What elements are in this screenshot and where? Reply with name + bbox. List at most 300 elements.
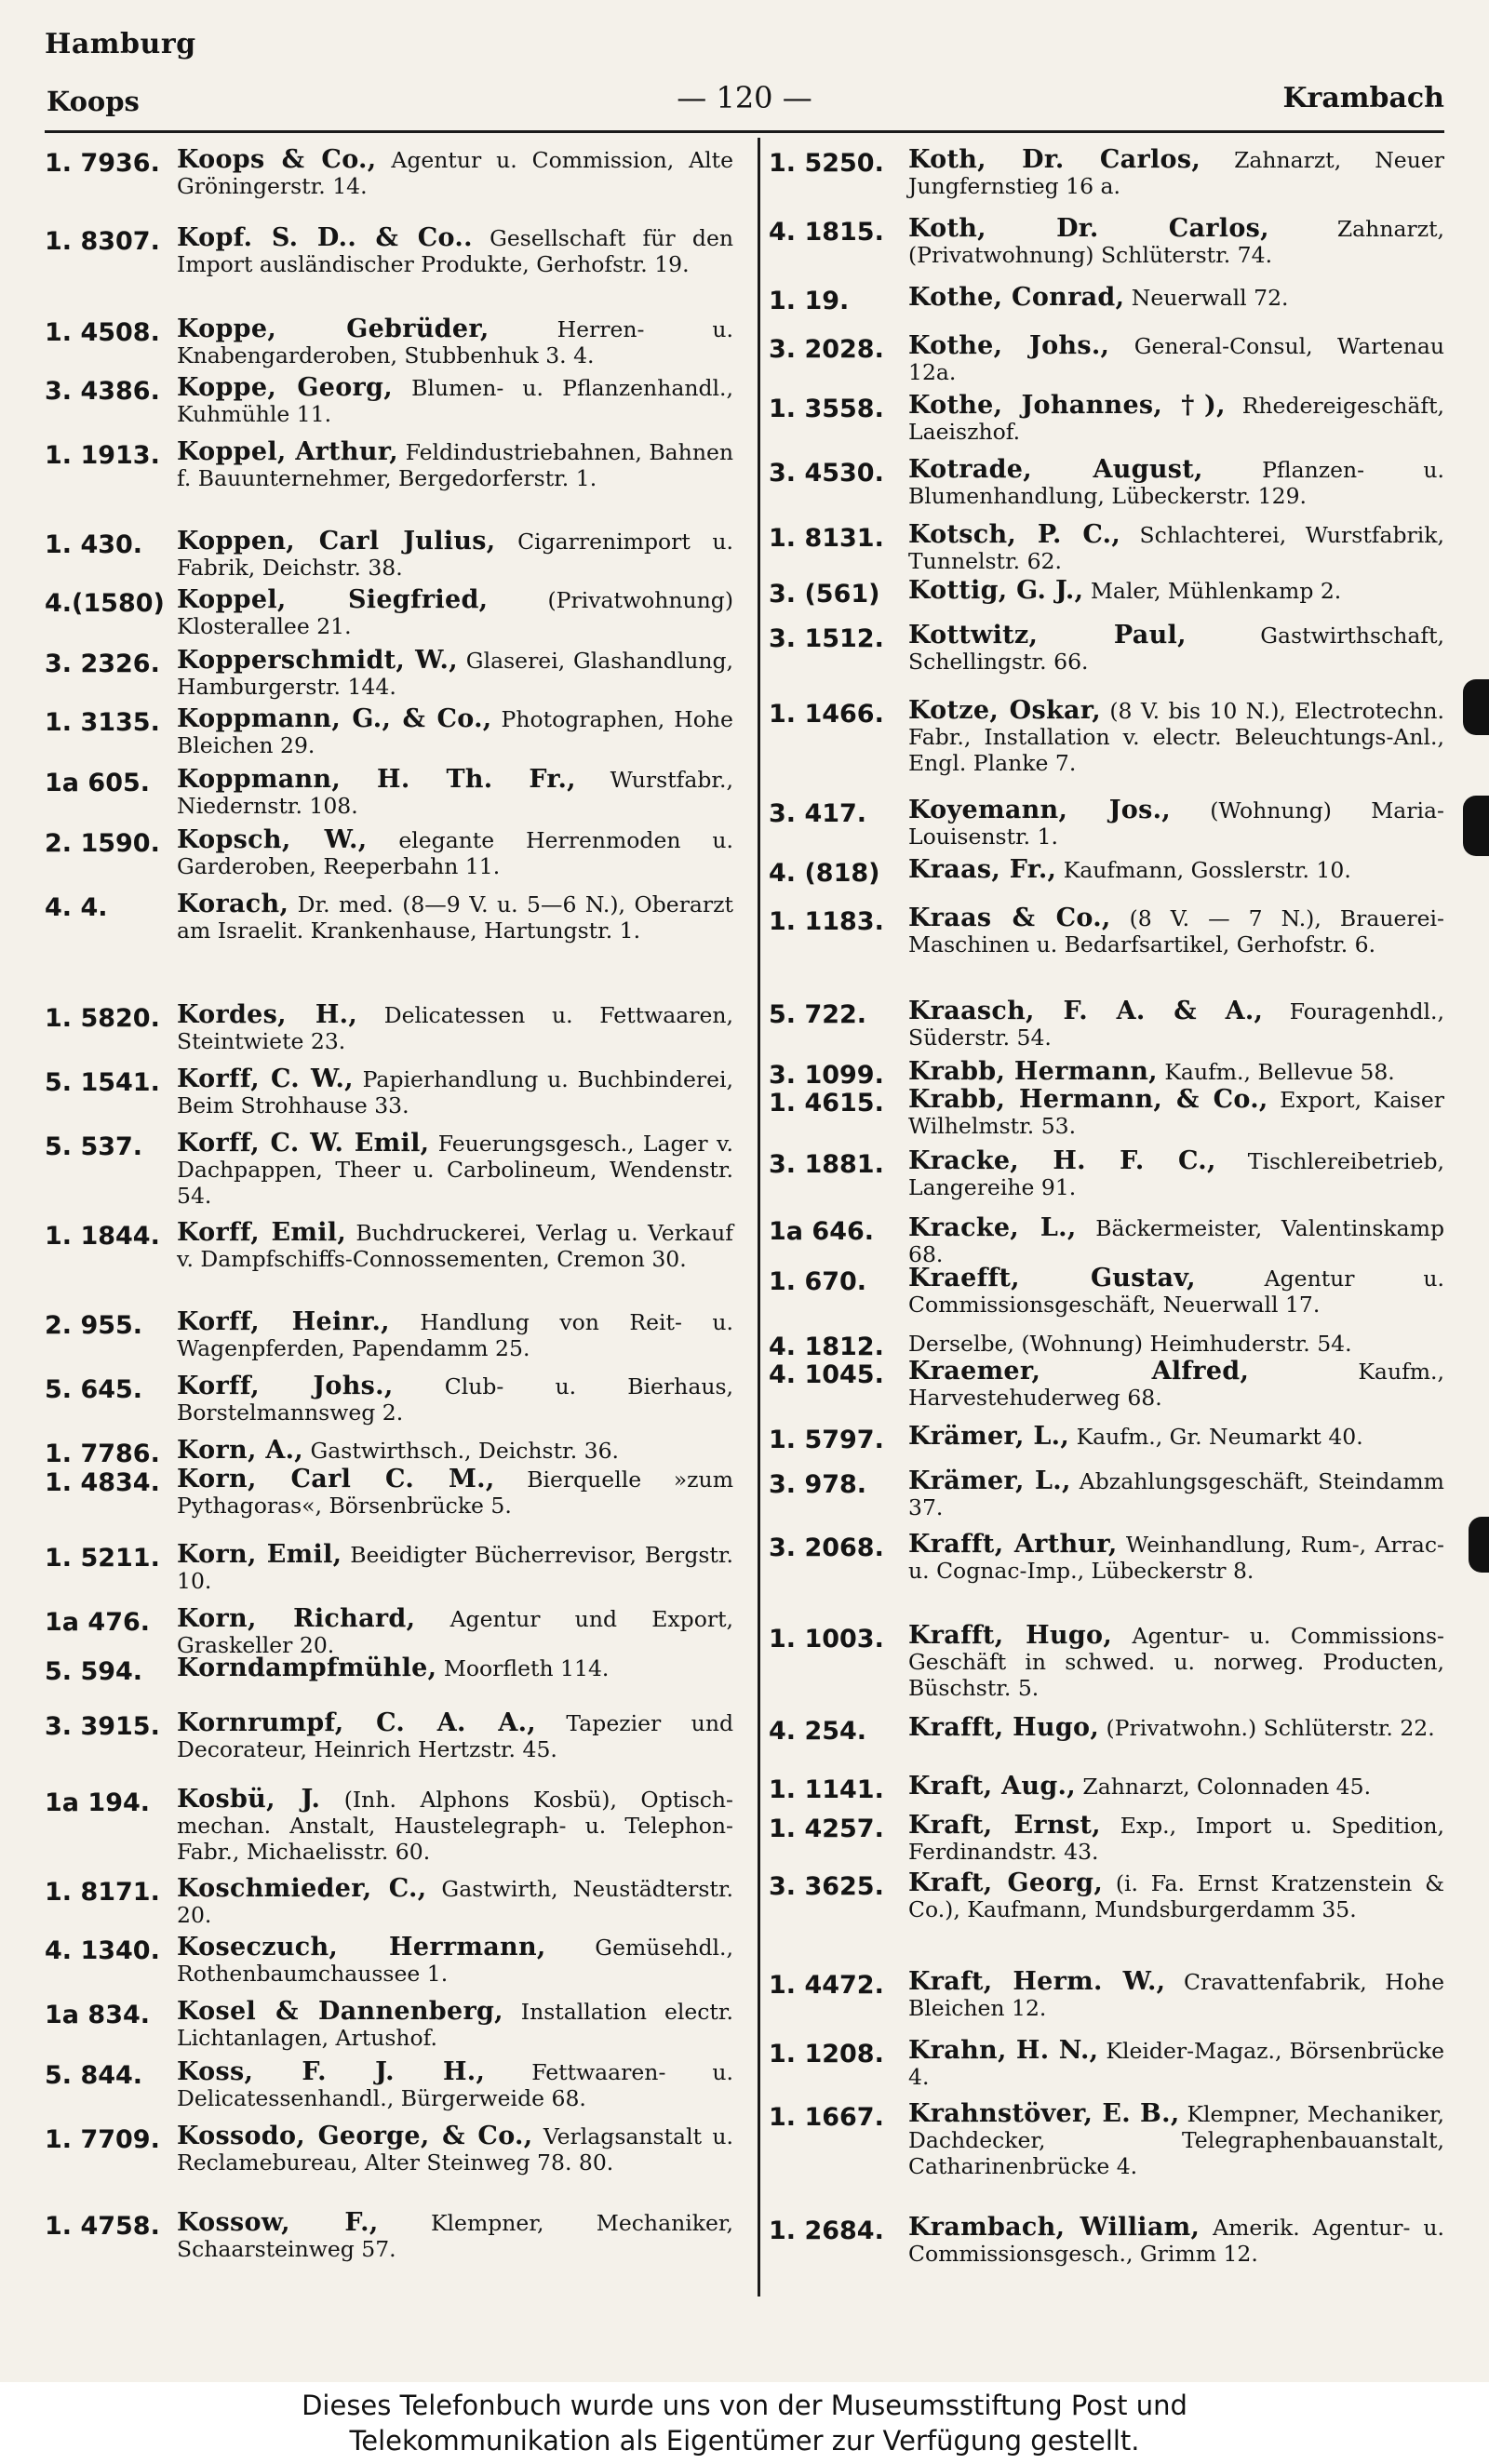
entry-details: Handlung von Reit- u. Wagenpferden, Papendamm 25. bbox=[177, 1309, 733, 1361]
directory-entry bbox=[45, 375, 733, 427]
entry-text bbox=[908, 1331, 1444, 1357]
entry-details: Tischlereibetrieb, Langereihe 91. bbox=[908, 1148, 1444, 1200]
directory-entry bbox=[769, 2101, 1444, 2179]
entry-text bbox=[908, 147, 1444, 199]
directory-entry bbox=[45, 1876, 733, 1928]
phone-number: 3. 2068. bbox=[769, 1533, 884, 1562]
phone-number: 1. 19. bbox=[769, 287, 850, 315]
phone-number: 1. 1466. bbox=[769, 700, 884, 729]
entry-text bbox=[177, 439, 733, 491]
entry-details: Cigarrenimport u. Fabrik, Deichstr. 38. bbox=[177, 529, 733, 581]
entry-name: Kopperschmidt, W., bbox=[177, 646, 458, 675]
phone-number: 1. 5250. bbox=[769, 149, 884, 178]
directory-entry bbox=[769, 855, 1444, 888]
directory-entry bbox=[769, 623, 1444, 675]
directory-entry bbox=[45, 2123, 733, 2176]
directory-entry bbox=[45, 1373, 733, 1426]
directory-entry bbox=[45, 1066, 733, 1118]
header-last-entry: Krambach bbox=[1282, 82, 1444, 114]
entry-name: Korff, C. W. Emil, bbox=[177, 1129, 430, 1158]
entry-text bbox=[908, 1623, 1444, 1701]
directory-entry bbox=[45, 1999, 733, 2051]
entry-text bbox=[177, 1999, 733, 2051]
entry-name: Kracke, L., bbox=[908, 1213, 1077, 1242]
entry-name: Koschmieder, C., bbox=[177, 1874, 427, 1903]
entry-name: Kothe, Conrad, bbox=[908, 283, 1125, 312]
phone-number: 5. 594. bbox=[45, 1657, 143, 1686]
directory-entry bbox=[769, 1359, 1444, 1411]
phone-number: 1. 670. bbox=[769, 1267, 867, 1296]
entry-text bbox=[177, 1438, 733, 1464]
entry-details: Pflanzen- u. Blumenhandlung, Lübeckerstr. 129. bbox=[908, 457, 1444, 509]
entry-text bbox=[177, 1606, 733, 1658]
entry-name: Kornrumpf, C. A. A., bbox=[177, 1708, 536, 1737]
phone-number: 1. 8131. bbox=[769, 524, 884, 553]
entry-name: Kosbü, J. bbox=[177, 1785, 321, 1814]
entry-text bbox=[177, 225, 733, 277]
entry-text bbox=[177, 1935, 733, 1987]
entry-text bbox=[908, 1359, 1444, 1411]
entry-details: Export, Kaiser Wilhelmstr. 53. bbox=[908, 1087, 1445, 1139]
directory-entry bbox=[45, 587, 733, 639]
entry-name: Kotrade, August, bbox=[908, 455, 1203, 484]
phone-number: 3. (561) bbox=[769, 580, 880, 609]
entry-name: Koppe, Georg, bbox=[177, 373, 393, 402]
directory-entry bbox=[45, 1935, 733, 1987]
directory-entry bbox=[769, 1331, 1444, 1361]
entry-name: Kottwitz, Paul, bbox=[908, 621, 1187, 649]
phone-number: 4. 1812. bbox=[769, 1332, 884, 1361]
entry-details: Zahnarzt, Neuer Jungfernstieg 16 a. bbox=[908, 147, 1444, 199]
entry-details: Bäckermeister, Valentinskamp 68. bbox=[908, 1215, 1444, 1267]
entry-name: Korn, Emil, bbox=[177, 1540, 342, 1569]
entry-text bbox=[908, 2101, 1444, 2179]
phone-number: 1. 1003. bbox=[769, 1625, 884, 1654]
phone-number: 1. 3135. bbox=[45, 708, 160, 737]
entry-details: Gesellschaft für den Import ausländischer Produkte, Gerhofstr. 19. bbox=[177, 225, 733, 277]
entry-details: (Wohnung) Maria-Louisenstr. 1. bbox=[908, 797, 1444, 850]
phone-number: 1. 1141. bbox=[769, 1775, 884, 1804]
header-rule bbox=[45, 130, 1444, 133]
directory-entry bbox=[769, 1870, 1444, 1922]
phone-number: 1. 430. bbox=[45, 530, 143, 559]
phone-number: 4. 254. bbox=[769, 1717, 867, 1746]
entry-details: Bierquelle »zum Pythagoras«, Börsenbrücke 5. bbox=[177, 1466, 733, 1519]
phone-number: 1. 7936. bbox=[45, 149, 160, 178]
entry-name: Korff, Heinr., bbox=[177, 1307, 390, 1336]
phone-number: 1. 1844. bbox=[45, 1222, 160, 1251]
directory-entry bbox=[769, 147, 1444, 199]
phone-number: 1a 194. bbox=[45, 1788, 151, 1817]
phone-number: 1. 1208. bbox=[769, 2040, 884, 2069]
directory-entry bbox=[769, 522, 1444, 574]
phone-number: 1a 605. bbox=[45, 769, 151, 797]
directory-entry bbox=[45, 1002, 733, 1054]
entry-details: Blumen- u. Pflanzenhandl., Kuhmühle 11. bbox=[177, 375, 733, 427]
footer-line-1: Dieses Telefonbuch wurde uns von der Museumsstiftung Post und bbox=[302, 2390, 1187, 2421]
phone-number: 1. 3558. bbox=[769, 395, 884, 423]
phone-number: 1. 4758. bbox=[45, 2212, 160, 2241]
entry-details: Glaserei, Glashandlung, Hamburgerstr. 144. bbox=[177, 648, 733, 700]
entry-name: Kotsch, P. C., bbox=[908, 520, 1121, 549]
directory-entry bbox=[769, 1057, 1444, 1090]
phone-number: 3. 2326. bbox=[45, 649, 160, 678]
entry-details: Gastwirth, Neustädterstr. 20. bbox=[177, 1876, 733, 1928]
entry-text bbox=[177, 1655, 733, 1681]
entry-name: Krabb, Hermann, bbox=[908, 1057, 1158, 1086]
entry-details: Kaufm., Bellevue 58. bbox=[1164, 1059, 1395, 1085]
entry-name: Kottig, G. J., bbox=[908, 576, 1084, 605]
phone-number: 5. 645. bbox=[45, 1375, 143, 1404]
directory-entry bbox=[45, 1606, 733, 1658]
entry-name: Korn, A., bbox=[177, 1436, 303, 1465]
entry-details: Photographen, Hohe Bleichen 29. bbox=[177, 706, 733, 758]
phone-number: 5. 844. bbox=[45, 2061, 143, 2090]
phone-number: 3. 2028. bbox=[769, 335, 884, 364]
entry-details: Dr. med. (8—9 V. u. 5—6 N.), Oberarzt am Israelit. Krankenhause, Hartungstr. 1. bbox=[177, 891, 733, 944]
entry-text bbox=[177, 375, 733, 427]
entry-text bbox=[908, 578, 1444, 604]
entry-name: Koth, Dr. Carlos, bbox=[908, 145, 1201, 174]
phone-number: 1a 646. bbox=[769, 1217, 875, 1246]
phone-number: 1. 4615. bbox=[769, 1089, 884, 1118]
directory-entry bbox=[45, 1309, 733, 1361]
directory-entry bbox=[769, 1148, 1444, 1200]
entry-name: Kraemer, Alfred, bbox=[908, 1357, 1250, 1386]
directory-entry bbox=[769, 1713, 1444, 1746]
phone-number: 1. 8307. bbox=[45, 227, 160, 256]
entry-details: Fouragenhdl., Süderstr. 54. bbox=[908, 998, 1444, 1051]
phone-number: 3. 4530. bbox=[769, 459, 884, 488]
entry-name: Korff, C. W., bbox=[177, 1065, 354, 1093]
entry-details: Kleider-Magaz., Börsenbrücke 4. bbox=[908, 2038, 1444, 2090]
entry-name: Koyemann, Jos., bbox=[908, 796, 1171, 824]
footer-notice bbox=[0, 2382, 1489, 2464]
entry-details: elegante Herrenmoden u. Garderoben, Reeperbahn 11. bbox=[177, 827, 733, 879]
entry-details: Schlachterei, Wurstfabrik, Tunnelstr. 62. bbox=[908, 522, 1444, 574]
phone-number: 5. 1541. bbox=[45, 1068, 160, 1097]
entry-details: Zahnarzt, Colonnaden 45. bbox=[1082, 1774, 1372, 1800]
phone-number: 5. 722. bbox=[769, 1000, 867, 1029]
phone-number: 4. (818) bbox=[769, 859, 880, 888]
entry-text bbox=[177, 2123, 733, 2176]
entry-name: Koppmann, H. Th. Fr., bbox=[177, 765, 576, 794]
entry-name: Korff, Emil, bbox=[177, 1218, 347, 1247]
entry-name: Kraft, Herm. W., bbox=[908, 1967, 1166, 1996]
phone-number: 3. 978. bbox=[769, 1470, 867, 1499]
entry-text bbox=[177, 1220, 733, 1272]
phone-number: 1. 7786. bbox=[45, 1440, 160, 1468]
entry-details: Feldindustriebahnen, Bahnen f. Bauunternehmer, Bergedorferstr. 1. bbox=[177, 439, 733, 491]
entry-details: (8 V. bis 10 N.), Electrotechn. Fabr., Installation v. electr. Beleuchtungs-Anl., Engl. Planke 7. bbox=[908, 698, 1444, 776]
entry-name: Korn, Richard, bbox=[177, 1604, 416, 1633]
directory-entry bbox=[45, 1131, 733, 1209]
phone-number: 1. 5211. bbox=[45, 1544, 160, 1573]
entry-details: (Privatwohn.) Schlüterstr. 22. bbox=[1106, 1715, 1435, 1741]
entry-details: Wurstfabr., Niedernstr. 108. bbox=[177, 767, 733, 819]
entry-details: Klempner, Mechaniker, Dachdecker, Telegraphenbauanstalt, Catharinenbrücke 4. bbox=[908, 2101, 1444, 2179]
phone-number: 3. 4386. bbox=[45, 377, 160, 406]
entry-text bbox=[177, 1373, 733, 1426]
entry-details: Neuerwall 72. bbox=[1131, 285, 1289, 311]
entry-text bbox=[177, 648, 733, 700]
entry-text bbox=[177, 1131, 733, 1209]
entry-text bbox=[177, 1002, 733, 1054]
entry-details: Weinhandlung, Rum-, Arrac- u. Cognac-Imp., Lübeckerstr 8. bbox=[908, 1532, 1444, 1584]
phone-number: 1. 7709. bbox=[45, 2125, 160, 2154]
entry-name: Koss, F. J. H., bbox=[177, 2057, 486, 2086]
phone-number: 1. 2684. bbox=[769, 2216, 884, 2245]
entry-name: Kopsch, W., bbox=[177, 825, 368, 854]
directory-entry bbox=[45, 529, 733, 581]
entry-details: Herren- u. Knabengarderoben, Stubbenhuk 3. 4. bbox=[177, 316, 733, 368]
entry-name: Krafft, Hugo, bbox=[908, 1713, 1100, 1742]
entry-text bbox=[177, 1876, 733, 1928]
entry-details: Cravattenfabrik, Hohe Bleichen 12. bbox=[908, 1969, 1444, 2021]
entry-text bbox=[177, 827, 733, 879]
phone-number: 1. 5797. bbox=[769, 1426, 884, 1454]
entry-text bbox=[908, 998, 1444, 1051]
entry-name: Korff, Johs., bbox=[177, 1372, 394, 1400]
directory-entry bbox=[769, 2215, 1444, 2267]
phone-number: 2. 1590. bbox=[45, 829, 160, 858]
entry-name: Koppel, Arthur, bbox=[177, 437, 399, 466]
directory-entry bbox=[45, 1436, 733, 1468]
phone-number: 1. 4834. bbox=[45, 1468, 160, 1497]
entry-text bbox=[908, 857, 1444, 883]
directory-entry bbox=[769, 1087, 1444, 1139]
phone-number: 1. 4508. bbox=[45, 318, 160, 347]
entry-name: Koops & Co., bbox=[177, 145, 377, 174]
entry-details: Agentur und Export, Graskeller 20. bbox=[177, 1606, 733, 1658]
directory-entry bbox=[45, 2059, 733, 2111]
entry-name: Krahn, H. N., bbox=[908, 2036, 1099, 2065]
entry-details: Agentur- u. Commissions-Geschäft in schwed. u. norweg. Producten, Büschstr. 5. bbox=[908, 1623, 1444, 1701]
directory-entry bbox=[769, 457, 1444, 509]
directory-entry bbox=[45, 827, 733, 879]
entry-text bbox=[908, 1059, 1444, 1085]
entry-text bbox=[908, 698, 1444, 776]
entry-name: Kraft, Aug., bbox=[908, 1772, 1076, 1801]
directory-entry bbox=[769, 283, 1444, 315]
entry-details: Installation electr. Lichtanlagen, Artushof. bbox=[177, 1999, 733, 2051]
directory-entry bbox=[769, 1969, 1444, 2021]
phone-number: 1. 1913. bbox=[45, 441, 160, 470]
directory-entry bbox=[45, 439, 733, 491]
entry-text bbox=[177, 1542, 733, 1594]
entry-name: Kraas & Co., bbox=[908, 904, 1111, 932]
binding-tab-1 bbox=[1463, 679, 1489, 735]
directory-entry bbox=[769, 333, 1444, 385]
entry-text bbox=[908, 1813, 1444, 1865]
phone-number: 3. 3625. bbox=[769, 1872, 884, 1901]
phone-number: 3. 1881. bbox=[769, 1150, 884, 1179]
directory-entry bbox=[769, 698, 1444, 776]
phone-number: 1. 4472. bbox=[769, 1971, 884, 2000]
entry-name: Kothe, Johannes, †), bbox=[908, 391, 1226, 420]
entry-details: Klempner, Mechaniker, Schaarsteinweg 57. bbox=[177, 2210, 734, 2262]
entry-text bbox=[908, 1969, 1444, 2021]
entry-text bbox=[177, 1787, 733, 1865]
entry-name: Kossow, F., bbox=[177, 2208, 379, 2237]
entry-name: Koppen, Carl Julius, bbox=[177, 527, 496, 556]
entry-name: Kraft, Georg, bbox=[908, 1868, 1104, 1897]
entry-text bbox=[908, 285, 1444, 311]
entry-text bbox=[177, 1309, 733, 1361]
directory-entry bbox=[45, 1654, 733, 1686]
directory-entry bbox=[769, 1623, 1444, 1701]
entry-name: Krafft, Arthur, bbox=[908, 1530, 1118, 1559]
entry-details: Gemüsehdl., Rothenbaumchaussee 1. bbox=[177, 1935, 733, 1987]
entry-text bbox=[908, 1468, 1444, 1520]
entry-name: Krahnstöver, E. B., bbox=[908, 2099, 1180, 2128]
entry-text bbox=[177, 587, 733, 639]
entry-text bbox=[908, 1870, 1444, 1922]
entry-details: Maler, Mühlenkamp 2. bbox=[1090, 578, 1342, 604]
entry-details: Exp., Import u. Spedition, Ferdinandstr. 43. bbox=[908, 1813, 1444, 1865]
entry-text bbox=[908, 457, 1444, 509]
directory-entry bbox=[769, 1265, 1444, 1318]
entry-text bbox=[908, 2215, 1444, 2267]
entry-text bbox=[908, 1532, 1444, 1584]
directory-entry bbox=[769, 576, 1444, 609]
entry-text bbox=[177, 316, 733, 368]
entry-name: Korn, Carl C. M., bbox=[177, 1465, 495, 1493]
directory-entry bbox=[45, 316, 733, 368]
binding-tab-3 bbox=[1469, 1517, 1489, 1573]
directory-entry bbox=[45, 1710, 733, 1762]
entry-text bbox=[177, 1466, 733, 1519]
directory-entry bbox=[45, 147, 733, 199]
entry-details: (i. Fa. Ernst Kratzenstein & Co.), Kaufmann, Mundsburgerdamm 35. bbox=[908, 1870, 1444, 1922]
entry-name: Korndampfmühle, bbox=[177, 1654, 437, 1682]
entry-details: General-Consul, Wartenau 12a. bbox=[908, 333, 1444, 385]
directory-entry bbox=[45, 2210, 733, 2262]
directory-entry bbox=[45, 648, 733, 700]
directory-entry bbox=[45, 767, 733, 819]
directory-entry bbox=[769, 1532, 1444, 1584]
entry-name: Kotze, Oskar, bbox=[908, 696, 1102, 725]
entry-text bbox=[177, 891, 733, 944]
directory-entry bbox=[45, 891, 733, 944]
entry-details: Rhedereigeschäft, Laeiszhof. bbox=[908, 393, 1444, 445]
directory-entry bbox=[45, 1220, 733, 1272]
entry-text bbox=[177, 767, 733, 819]
phone-number: 3. 1099. bbox=[769, 1061, 884, 1090]
header-city: Hamburg bbox=[45, 28, 196, 60]
entry-text bbox=[177, 1710, 733, 1762]
phone-number: 4. 1045. bbox=[769, 1360, 884, 1389]
entry-details: Kaufm., Gr. Neumarkt 40. bbox=[1076, 1424, 1363, 1450]
phone-number: 3. 1512. bbox=[769, 624, 884, 653]
header-first-entry: Koops bbox=[47, 86, 140, 117]
entry-details: Agentur u. Commission, Alte Gröningerstr. 14. bbox=[177, 147, 733, 199]
entry-name: Krabb, Hermann, & Co., bbox=[908, 1085, 1268, 1114]
entry-text bbox=[908, 393, 1444, 445]
entry-name: Krafft, Hugo, bbox=[908, 1621, 1113, 1650]
phone-number: 1. 8171. bbox=[45, 1878, 160, 1907]
entry-details: Gastwirthschaft, Schellingstr. 66. bbox=[908, 623, 1444, 675]
entry-name: Krämer, L., bbox=[908, 1466, 1071, 1495]
entry-text bbox=[177, 2210, 733, 2262]
entry-text bbox=[908, 1265, 1444, 1318]
entry-name: Kothe, Johs., bbox=[908, 331, 1110, 360]
entry-details: Fettwaaren- u. Delicatessenhandl., Bürgerweide 68. bbox=[177, 2059, 733, 2111]
entry-details: Abzahlungsgeschäft, Steindamm 37. bbox=[908, 1468, 1444, 1520]
directory-entry bbox=[45, 1787, 733, 1865]
phone-number: 1. 5820. bbox=[45, 1004, 160, 1033]
phone-number: 1. 1183. bbox=[769, 907, 884, 936]
entry-details: Buchdruckerei, Verlag u. Verkauf v. Dampfschiffs-Connossementen, Cremon 30. bbox=[177, 1220, 733, 1272]
entry-name: Kossodo, George, & Co., bbox=[177, 2122, 533, 2150]
entry-text bbox=[177, 2059, 733, 2111]
directory-entry bbox=[769, 797, 1444, 850]
entry-text bbox=[908, 905, 1444, 957]
entry-text bbox=[908, 1215, 1444, 1267]
directory-entry bbox=[769, 1215, 1444, 1267]
column-divider bbox=[758, 138, 760, 2297]
phone-number: 4. 4. bbox=[45, 893, 108, 922]
entry-name: Koth, Dr. Carlos, bbox=[908, 214, 1269, 243]
entry-details: Derselbe, (Wohnung) Heimhuderstr. 54. bbox=[908, 1331, 1352, 1357]
directory-entry bbox=[769, 216, 1444, 268]
entry-text bbox=[908, 2038, 1444, 2090]
entry-text bbox=[177, 706, 733, 758]
entry-name: Kraefft, Gustav, bbox=[908, 1264, 1196, 1292]
entry-text bbox=[908, 623, 1444, 675]
phone-number: 1. 4257. bbox=[769, 1815, 884, 1843]
entry-text bbox=[908, 333, 1444, 385]
entry-text bbox=[908, 216, 1444, 268]
entry-name: Kracke, H. F. C., bbox=[908, 1146, 1216, 1175]
phone-number: 4. 1340. bbox=[45, 1936, 160, 1965]
phone-number: 3. 417. bbox=[769, 799, 867, 828]
phone-number: 1. 1667. bbox=[769, 2103, 884, 2132]
entry-details: Agentur u. Commissionsgeschäft, Neuerwall 17. bbox=[908, 1265, 1444, 1318]
entry-name: Kraasch, F. A. & A., bbox=[908, 997, 1264, 1025]
binding-tab-2 bbox=[1463, 796, 1489, 856]
entry-name: Kraft, Ernst, bbox=[908, 1811, 1101, 1840]
entry-name: Kraas, Fr., bbox=[908, 855, 1057, 884]
entry-name: Koppel, Siegfried, bbox=[177, 585, 489, 614]
footer-line-2: Telekommunikation als Eigentümer zur Verfügung gestellt. bbox=[349, 2425, 1140, 2457]
entry-details: Amerik. Agentur- u. Commissionsgesch., Grimm 12. bbox=[908, 2215, 1444, 2267]
directory-entry bbox=[45, 706, 733, 758]
entry-details: Kaufmann, Gosslerstr. 10. bbox=[1063, 857, 1351, 883]
phone-number: 3. 3915. bbox=[45, 1712, 160, 1741]
entry-text bbox=[908, 1087, 1444, 1139]
directory-entry bbox=[769, 1813, 1444, 1865]
entry-text bbox=[908, 1715, 1444, 1741]
entry-name: Kopf. S. D.. & Co.. bbox=[177, 223, 473, 252]
entry-details: Delicatessen u. Fettwaaren, Steintwiete 23. bbox=[177, 1002, 733, 1054]
directory-entry bbox=[45, 1466, 733, 1519]
directory-entry bbox=[769, 1772, 1444, 1804]
phone-number: 2. 955. bbox=[45, 1311, 143, 1340]
entry-name: Krämer, L., bbox=[908, 1422, 1070, 1451]
directory-entry bbox=[769, 2038, 1444, 2090]
directory-entry bbox=[769, 1468, 1444, 1520]
directory-entry bbox=[45, 1542, 733, 1594]
entry-details: Zahnarzt, (Privatwohnung) Schlüterstr. 74. bbox=[908, 216, 1444, 268]
entry-text bbox=[908, 797, 1444, 850]
entry-details: (Inh. Alphons Kosbü), Optisch-mechan. Anstalt, Haustelegraph- u. Telephon-Fabr., Michaelisstr. 60. bbox=[177, 1787, 733, 1865]
entry-text bbox=[177, 1066, 733, 1118]
entry-details: Gastwirthsch., Deichstr. 36. bbox=[310, 1438, 620, 1464]
directory-entry bbox=[769, 1422, 1444, 1454]
entry-name: Kosel & Dannenberg, bbox=[177, 1997, 503, 2026]
entry-name: Korach, bbox=[177, 890, 289, 918]
